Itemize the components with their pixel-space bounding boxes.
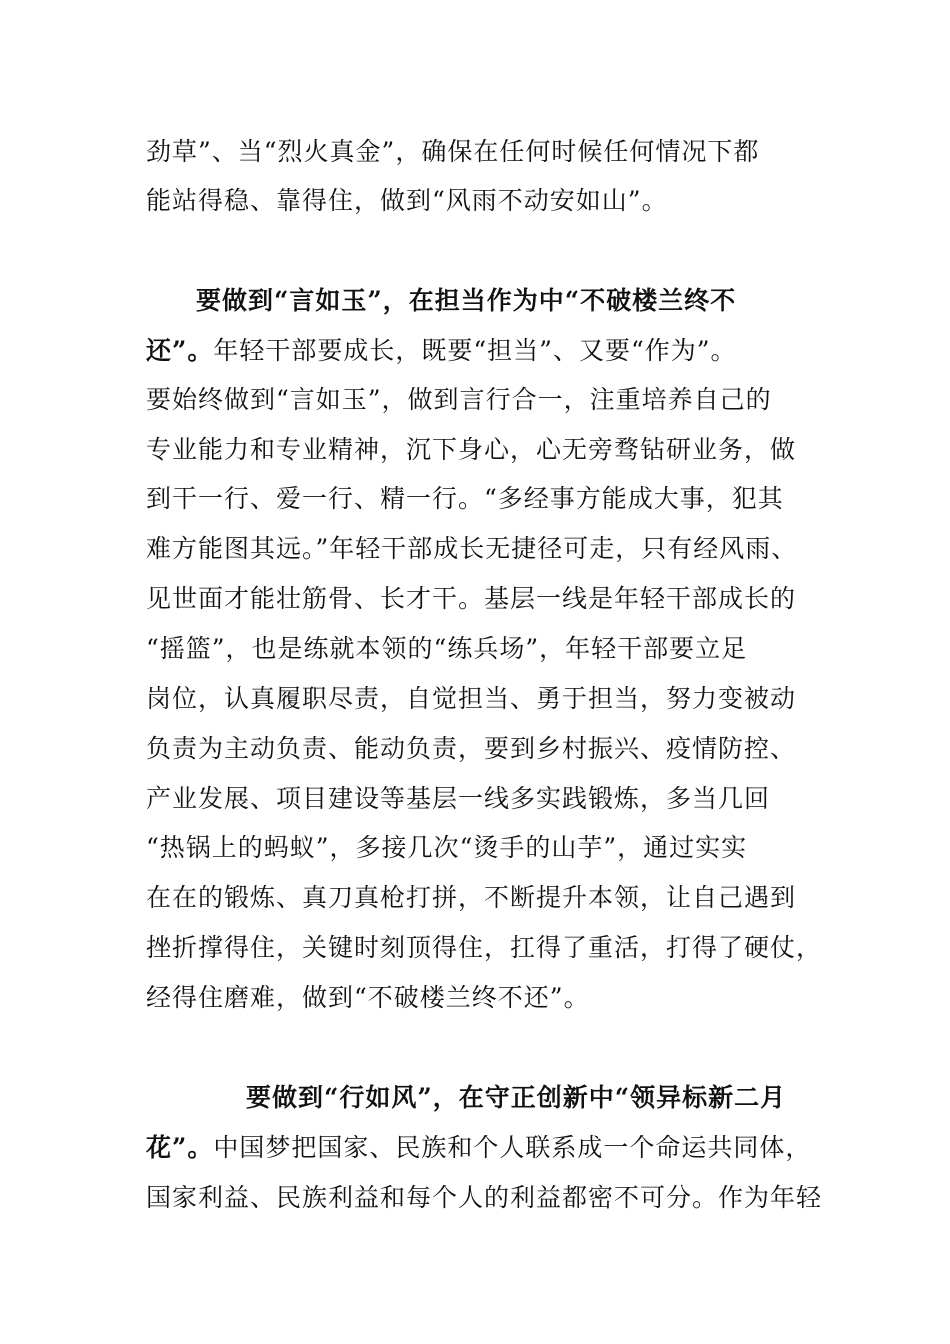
text-line (146, 336, 737, 366)
text-line: 到干一行、爱一行、精一行。“多经事方能成大事，犯其 (146, 484, 784, 513)
heading-tail: 还”。 (146, 336, 214, 365)
text-line: 要始终做到“言如玉”，做到言行合一，注重培养自己的 (146, 385, 772, 414)
text-line: 负责为主动负责、能动负责，要到乡村振兴、疫情防控、 (146, 734, 797, 763)
heading-tail: 花”。 (146, 1133, 214, 1162)
text-line: 国家利益、民族利益和每个人的利益都密不可分。作为年轻 (146, 1183, 823, 1212)
paragraph-heading: 要做到“行如风”，在守正创新中“领异标新二月 (246, 1083, 787, 1112)
text-line: 专业能力和专业精神，沉下身心，心无旁骛钻研业务，做 (146, 435, 797, 464)
text-line: 挫折撑得住，关键时刻顶得住，扛得了重活，打得了硬仗， (146, 933, 823, 962)
paragraph-heading: 要做到“言如玉”，在担当作为中“不破楼兰终不 (196, 286, 737, 315)
text-line: 难方能图其远。”年轻干部成长无捷径可走，只有经风雨、 (146, 534, 798, 563)
text-line: 经得住磨难，做到“不破楼兰终不还”。 (146, 983, 590, 1012)
text-line: 能站得稳、靠得住，做到“风雨不动安如山”。 (146, 186, 668, 215)
text-line: 劲草”、当“烈火真金”，确保在任何时候任何情况下都 (146, 137, 760, 166)
text-line: “热锅上的蚂蚁”，多接几次“烫手的山芋”，通过实实 (146, 833, 748, 862)
text-line: 产业发展、项目建设等基层一线多实践锻炼，多当几回 (146, 784, 771, 813)
text-line: 在在的锻炼、真刀真枪打拼，不断提升本领，让自己遇到 (146, 883, 797, 912)
text-segment: 中国梦把国家、民族和个人联系成一个命运共同体， (213, 1133, 812, 1162)
text-segment: 年轻干部要成长，既要“担当”、又要“作为”。 (213, 336, 737, 365)
text-line (146, 1133, 811, 1163)
text-line: “摇篮”，也是练就本领的“练兵场”，年轻干部要立足 (146, 634, 748, 663)
text-line: 见世面才能壮筋骨、长才干。基层一线是年轻干部成长的 (146, 584, 797, 613)
text-line: 岗位，认真履职尽责，自觉担当、勇于担当，努力变被动 (146, 684, 797, 713)
